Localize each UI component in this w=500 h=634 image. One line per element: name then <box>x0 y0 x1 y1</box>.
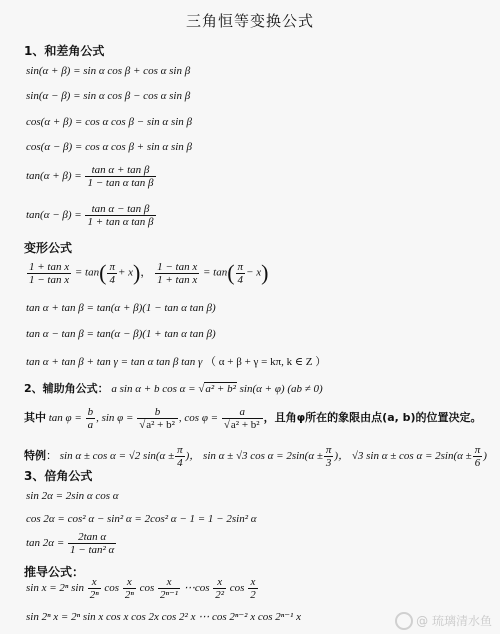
cos: cos <box>139 582 155 595</box>
four: 4 <box>109 273 115 286</box>
formula-deform-4: tan α − tan β = tan(α − β)(1 + tan α tan β) <box>26 328 216 340</box>
tan-diff-fraction <box>85 203 155 228</box>
deform-2-denominator: 1 + tan x <box>157 273 198 286</box>
aux-where-line: 其中 tan φ = $\frac{b}{a}$ , sin φ = $\frac{b}{\text{√a² + b²}}$ , cos φ = $\frac{a}{\text{√a² + b²}}$ ，且角φ所在的象限由点(a, b)的位置决定。 <box>24 406 482 431</box>
watermark-logo-icon <box>395 612 413 630</box>
deform-2-tail: − x <box>246 266 262 279</box>
x: x <box>248 576 258 589</box>
formula-tan-sum <box>26 164 157 189</box>
den: 2² <box>215 589 225 601</box>
deform-2-eq: = tan <box>202 266 228 279</box>
formula-deform-1: $\frac{\text{1 + tan x}}{\text{1 − tan x}}$ = tan( $\frac{\pi}{4}$ + x)， $\frac{\text{1 − tan x}}{\text{1 + tan x}}$ = tan( $\frac{\pi}{4}$ − x) <box>29 260 269 286</box>
special-2: sin α ± √3 cos α = 2sin(α ± <box>203 450 323 463</box>
tan-diff-denominator: 1 + tan α tan β <box>87 216 154 228</box>
tan-sum-numerator: tan α + tan β <box>85 164 155 177</box>
den: 4 <box>177 457 183 469</box>
derive-frac-d <box>213 576 226 601</box>
where-prefix: 其中 <box>24 411 46 425</box>
den: 2ⁿ <box>89 589 99 601</box>
derive-frac-e <box>248 576 258 601</box>
deform-1-tail: + x <box>117 266 134 279</box>
b: b <box>137 406 178 419</box>
deform-2-pi-frac <box>236 261 246 286</box>
special-label: 特例 <box>24 449 46 463</box>
pi: π <box>177 444 183 456</box>
formula-derive-2: sin 2ⁿ x = 2ⁿ sin x cos x cos 2x cos 2² x ⋯ cos 2ⁿ⁻² x cos 2ⁿ⁻¹ x <box>26 611 301 623</box>
formula-double-cos: cos 2α = cos² α − sin² α = 2cos² α − 1 = 1 − 2sin² α <box>26 513 257 525</box>
double-tan-frac <box>68 531 116 556</box>
a: a <box>222 406 263 419</box>
page-title: 三角恒等变换公式 <box>185 12 314 30</box>
tan-diff-lhs: tan(α − β) = <box>26 209 82 222</box>
den: 3 <box>325 457 332 469</box>
x: x <box>213 576 226 589</box>
watermark <box>395 612 492 631</box>
where-tan: tan φ = <box>48 412 82 425</box>
derive-frac-b <box>123 576 136 601</box>
aux-sqrt: a² + b² <box>205 383 236 395</box>
special-1: sin α ± cos α = √2 sin(α ± <box>59 450 175 463</box>
special-case-line: 特例： sin α ± cos α = √2 sin(α ± $\frac{\pi}{4}$ )， sin α ± √3 cos α = 2sin(α ± $\frac{\pi}{3}$ )， √3 sin α ± cos α = 2sin(α ± $\frac{\pi}{6}$ ) <box>24 444 487 469</box>
special-1-frac <box>175 444 185 469</box>
pi: π <box>325 444 332 456</box>
double-tan-lhs: tan 2α = <box>26 537 65 550</box>
section-heading-sum-diff: 1、和差角公式 <box>24 44 105 58</box>
cos: cos <box>104 582 120 595</box>
where-sin-frac: $\frac{b}{\text{√a² + b²}}$ <box>137 406 178 431</box>
double-tan-num: 2tan α <box>68 531 116 544</box>
deform-2-numerator: 1 − tan x <box>157 260 198 273</box>
where-sin-sqrt: a² + b² <box>146 419 175 431</box>
den: 2ⁿ⁻¹ <box>159 589 179 601</box>
tan-diff-numerator: tan α − tan β <box>85 203 155 216</box>
dots-cos: ⋯cos <box>183 582 210 595</box>
deform-1-pi-frac <box>107 261 117 286</box>
section-heading-deform: 变形公式 <box>24 241 73 255</box>
section-heading-aux: 2、辅助角公式： <box>24 382 109 395</box>
section-heading-derive: 推导公式： <box>24 565 85 579</box>
deform-1-denominator: 1 − tan x <box>29 273 70 286</box>
formula-tan-diff <box>26 203 157 228</box>
formula-derive-1 <box>26 576 259 601</box>
a: a <box>87 419 94 431</box>
pi: π <box>237 260 244 273</box>
where-sin: sin φ = <box>101 412 134 425</box>
b: b <box>87 406 94 418</box>
pi: π <box>474 444 481 456</box>
x: x <box>123 576 136 589</box>
formula-sin-diff: sin(α − β) = sin α cos β − cos α sin β <box>26 90 191 102</box>
deform-5-condition: （ α + β + γ = kπ, k ∈ Z ） <box>205 356 327 368</box>
special-3-frac <box>473 444 483 469</box>
derive-frac-c <box>158 576 180 601</box>
where-cos: cos φ = <box>184 412 219 425</box>
special-2-frac <box>324 444 334 469</box>
four: 4 <box>237 273 244 286</box>
den: 6 <box>474 457 481 469</box>
tan-sum-fraction <box>85 164 155 189</box>
deform-1-numerator: 1 + tan x <box>29 260 70 273</box>
watermark-text: @ 琉璃清水鱼 <box>416 613 492 628</box>
separator: ， <box>140 266 152 279</box>
derive-1-lhs: sin x = 2ⁿ sin <box>26 582 84 595</box>
formula-deform-3: tan α + tan β = tan(α + β)(1 − tan α tan β) <box>26 302 216 314</box>
where-tan-frac <box>86 406 96 431</box>
deform-5-main: tan α + tan β + tan γ = tan α tan β tan γ <box>26 356 203 368</box>
formula-sin-sum: sin(α + β) = sin α cos β + cos α sin β <box>26 65 191 77</box>
deform-1-eq: = tan <box>74 266 100 279</box>
formula-double-tan <box>26 531 117 556</box>
x: x <box>158 576 180 589</box>
deform-2-fraction <box>155 261 199 286</box>
deform-1-fraction <box>27 261 71 286</box>
den: 2ⁿ <box>124 589 134 601</box>
aux-angle-line: 2、辅助角公式： a sin α + b cos α = √a² + b² sin(α + φ) (ab ≠ 0) <box>24 382 323 395</box>
formula-cos-sum: cos(α + β) = cos α cos β − sin α sin β <box>26 116 193 128</box>
tan-sum-denominator: 1 − tan α tan β <box>87 177 154 189</box>
aux-main: a sin α + b cos α = <box>111 383 196 395</box>
tan-sum-lhs: tan(α + β) = <box>26 170 82 183</box>
where-suffix: ，且角φ所在的象限由点(a, b)的位置决定。 <box>263 411 482 425</box>
x: x <box>88 576 101 589</box>
formula-cos-diff: cos(α − β) = cos α cos β + sin α sin β <box>26 141 193 153</box>
pi: π <box>109 260 115 273</box>
formula-double-sin: sin 2α = 2sin α cos α <box>26 490 119 502</box>
section-heading-double: 3、倍角公式 <box>24 469 93 483</box>
where-cos-frac: $\frac{a}{\text{√a² + b²}}$ <box>222 406 263 431</box>
derive-frac-a <box>88 576 101 601</box>
den: 2 <box>250 589 256 601</box>
aux-tail: sin(α + φ) (ab ≠ 0) <box>239 383 323 395</box>
double-tan-den: 1 − tan² α <box>70 544 115 556</box>
formula-deform-5 <box>26 353 326 369</box>
cos: cos <box>229 582 245 595</box>
where-cos-sqrt: a² + b² <box>230 419 260 431</box>
special-3: √3 sin α ± cos α = 2sin(α ± <box>351 450 472 463</box>
